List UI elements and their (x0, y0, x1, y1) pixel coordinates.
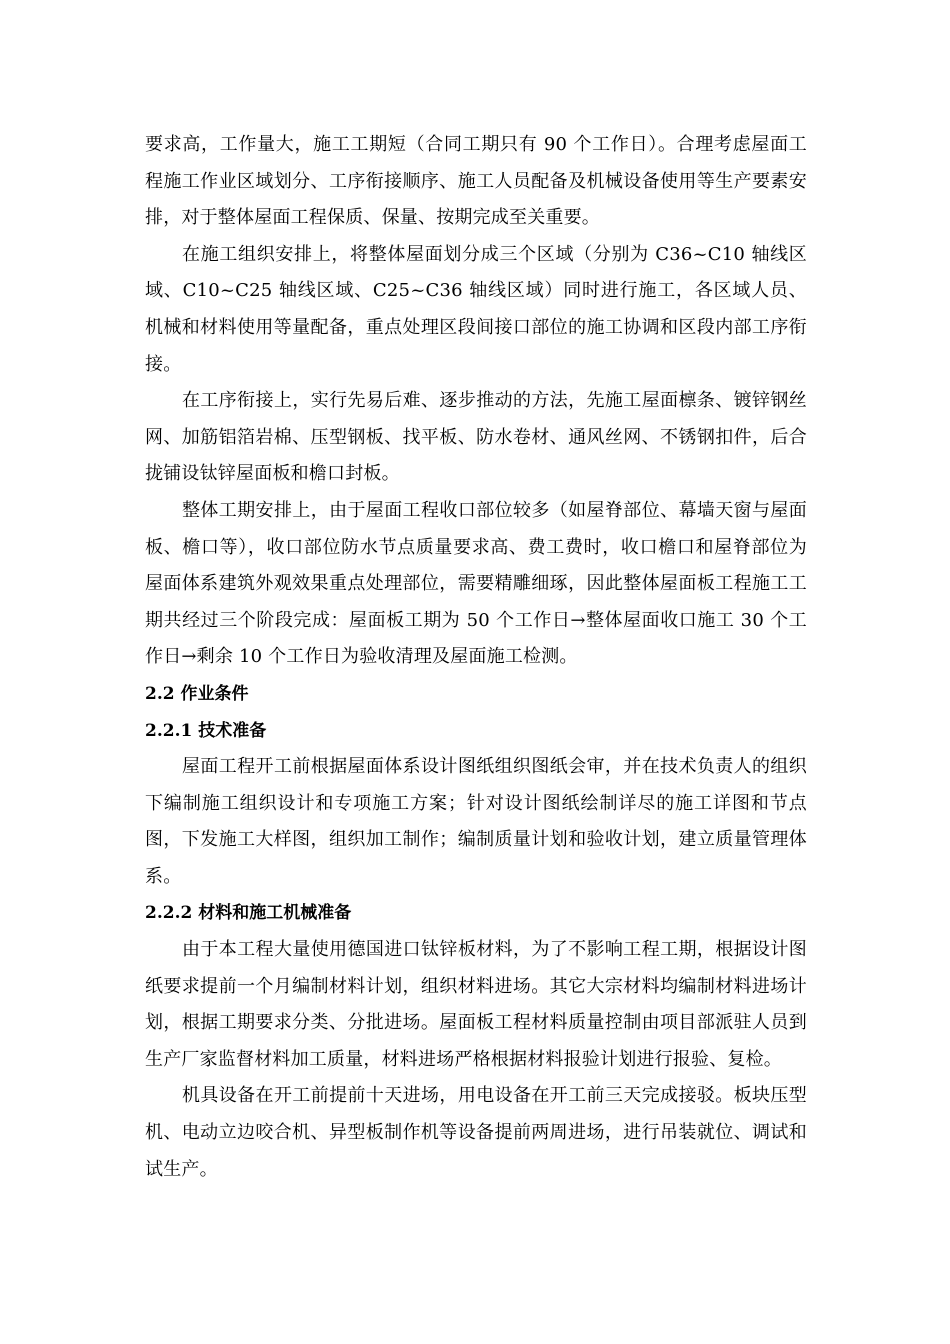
paragraph-materials: 由于本工程大量使用德国进口钛锌板材料，为了不影响工程工期，根据设计图纸要求提前一个月编制材料计划，组织材料进场。其它大宗材料均编制材料进场计划，根据工期要求分类、分批进场。屋面板工程材料质量控制由项目部派驻人员到生产厂家监督材料加工质量，材料进场严格根据材料报验计划进行报验、复检。 (145, 939, 807, 1070)
document-page (145, 127, 807, 1188)
paragraph-process-sequence: 在工序衔接上，实行先易后难、逐步推动的方法，先施工屋面檩条、镀锌钢丝网、加筋铝箔岩棉、压型钢板、找平板、防水卷材、通风丝网、不锈钢扣件，后合拢铺设钛锌屋面板和檐口封板。 (145, 390, 807, 485)
paragraph-technical-preparation: 屋面工程开工前根据屋面体系设计图纸组织图纸会审，并在技术负责人的组织下编制施工组织设计和专项施工方案；针对设计图纸绘制详尽的施工详图和节点图，下发施工大样图，组织加工制作；编制质量计划和验收计划，建立质量管理体系。 (145, 756, 807, 887)
section-heading-work-conditions: 2.2 作业条件 (145, 683, 249, 704)
paragraph-machinery: 机具设备在开工前提前十天进场，用电设备在开工前三天完成接驳。板块压型机、电动立边咬合机、异型板制作机等设备提前两周进场，进行吊装就位、调试和试生产。 (145, 1085, 807, 1180)
subsection-heading-materials-machinery: 2.2.2 材料和施工机械准备 (145, 903, 352, 924)
paragraph-schedule-intro: 要求高，工作量大，施工工期短（合同工期只有 90 个工作日）。合理考虑屋面工程施工作业区域划分、工序衔接顺序、施工人员配备及机械设备使用等生产要素安排，对于整体屋面工程保质、保量、按期完成至关重要。 (145, 134, 807, 229)
subsection-heading-technical-preparation: 2.2.1 技术准备 (145, 720, 267, 741)
paragraph-organization: 在施工组织安排上，将整体屋面划分成三个区域（分别为 C36~C10 轴线区域、C10~C25 轴线区域、C25~C36 轴线区域）同时进行施工，各区域人员、机械和材料使用等量配备，重点处理区段间接口部位的施工协调和区段内部工序衔接。 (145, 243, 807, 375)
paragraph-overall-schedule: 整体工期安排上，由于屋面工程收口部位较多（如屋脊部位、幕墙天窗与屋面板、檐口等），收口部位防水节点质量要求高、费工费时，收口檐口和屋脊部位为屋面体系建筑外观效果重点处理部位，需要精雕细琢，因此整体屋面板工程施工工期共经过三个阶段完成：屋面板工期为 50 个工作日→整体屋面收口施工 30 个工作日→剩余 10 个工作日为验收清理及屋面施工检测。 (145, 499, 807, 668)
